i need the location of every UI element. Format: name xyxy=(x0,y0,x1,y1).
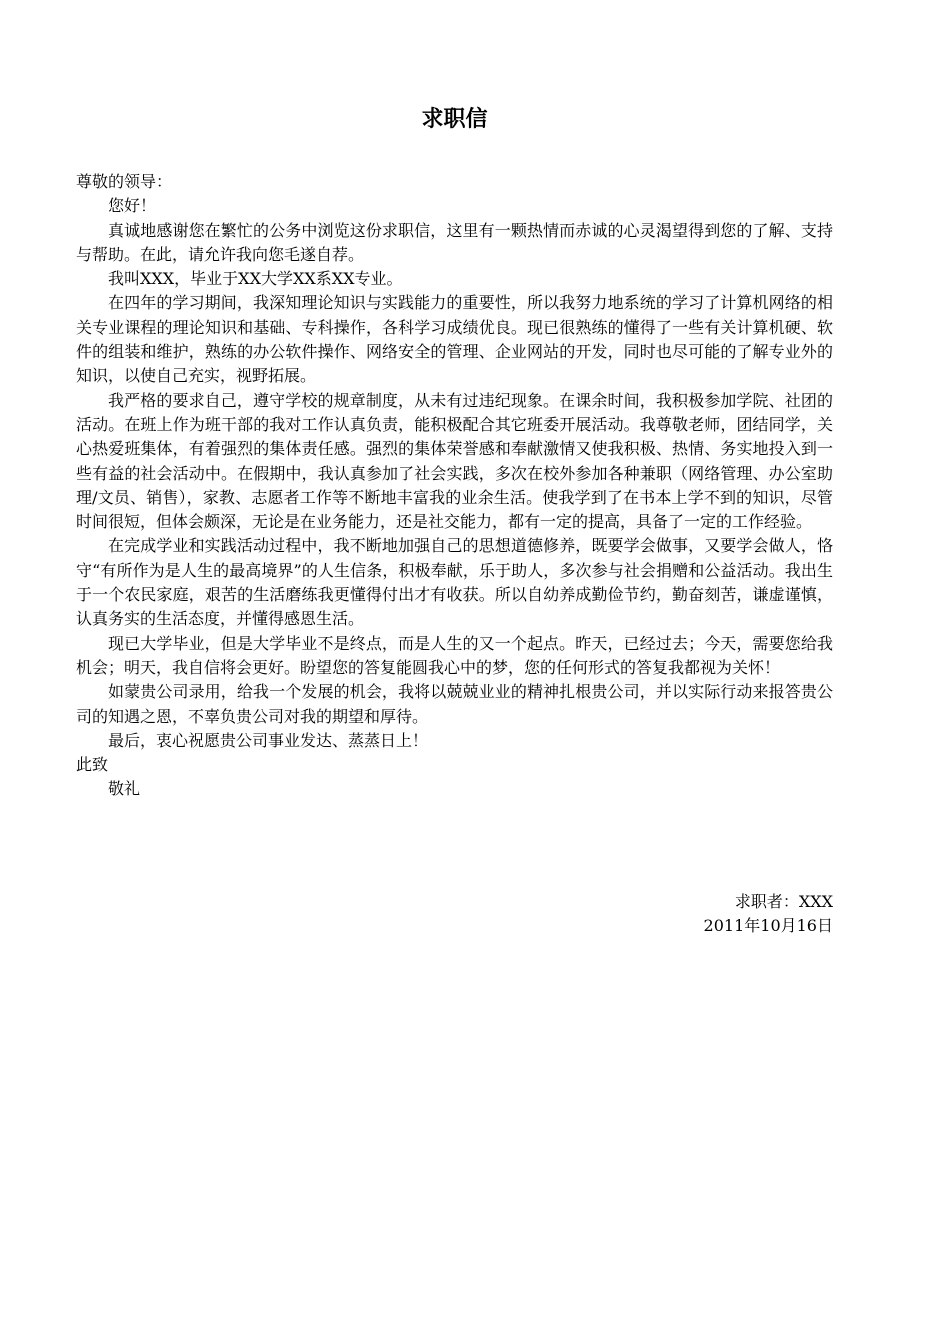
paragraph-intro: 真诚地感谢您在繁忙的公务中浏览这份求职信，这里有一颗热情而赤诚的心灵渴望得到您的了解、支持与帮助。在此，请允许我向您毛遂自荐。 xyxy=(76,220,833,264)
paragraph-self-intro: 我叫XXX，毕业于XX大学XX系XX专业。 xyxy=(108,269,403,289)
greeting: 您好！ xyxy=(108,196,157,216)
paragraph-character: 在完成学业和实践活动过程中，我不断地加强自己的思想道德修养，既要学会做事，又要学会做人，恪守“有所作为是人生的最高境界”的人生信条，积极奉献，乐于助人，多次参与社会捐赠和公益活动。我出生于一个农民家庭，艰苦的生活磨练我更懂得付出才有收获。所以自幼养成勤俭节约，勤奋刻苦，谦虚谨慎，认真务实的生活态度，并懂得感恩生活。 xyxy=(76,536,833,629)
paragraph-request: 如蒙贵公司录用，给我一个发展的机会，我将以兢兢业业的精神扎根贵公司，并以实际行动来报答贵公司的知遇之恩，不辜负贵公司对我的期望和厚待。 xyxy=(76,682,833,726)
salutation: 尊敬的领导： xyxy=(76,172,173,191)
letter-date: 2011年10月16日 xyxy=(703,916,833,936)
paragraph-study: 在四年的学习期间，我深知理论知识与实践能力的重要性，所以我努力地系统的学习了计算机网络的相关专业课程的理论知识和基础、专科操作，各科学习成绩优良。现已很熟练的懂得了一些有关计算机硬、软件的组装和维护，熟练的办公软件操作、网络安全的管理、企业网站的开发，同时也尽可能的了解专业外的知识，以使自己充实，视野拓展。 xyxy=(76,293,833,386)
page-title: 求职信 xyxy=(421,107,488,132)
letter-body xyxy=(76,170,833,802)
closing-line-1: 此致 xyxy=(76,755,109,775)
paragraph-future: 现已大学毕业，但是大学毕业不是终点，而是人生的又一个起点。昨天，已经过去；今天，需要您给我机会；明天，我自信将会更好。盼望您的答复能圆我心中的梦，您的任何形式的答复我都视为关怀！ xyxy=(76,633,833,677)
closing-line-2: 敬礼 xyxy=(108,779,141,799)
paragraph-wishes: 最后，衷心祝愿贵公司事业发达、蒸蒸日上！ xyxy=(108,730,429,750)
signature-block xyxy=(704,890,833,939)
paragraph-activities: 我严格的要求自己，遵守学校的规章制度，从未有过违纪现象。在课余时间，我积极参加学院、社团的活动。在班上作为班干部的我对工作认真负责，能积极配合其它班委开展活动。我尊敬老师，团结同学，关心热爱班集体，有着强烈的集体责任感。强烈的集体荣誉感和奉献激情又使我积极、热情、务实地投入到一些有益的社会活动中。在假期中，我认真参加了社会实践，多次在校外参加各种兼职（网络管理、办公室助理/文员、销售），家教、志愿者工作等不断地丰富我的业余生活。使我学到了在书本上学不到的知识，尽管时间很短，但体会颇深，无论是在业务能力，还是社交能力，都有一定的提高，具备了一定的工作经验。 xyxy=(76,390,833,532)
signer-name: 求职者：XXX xyxy=(734,892,833,911)
